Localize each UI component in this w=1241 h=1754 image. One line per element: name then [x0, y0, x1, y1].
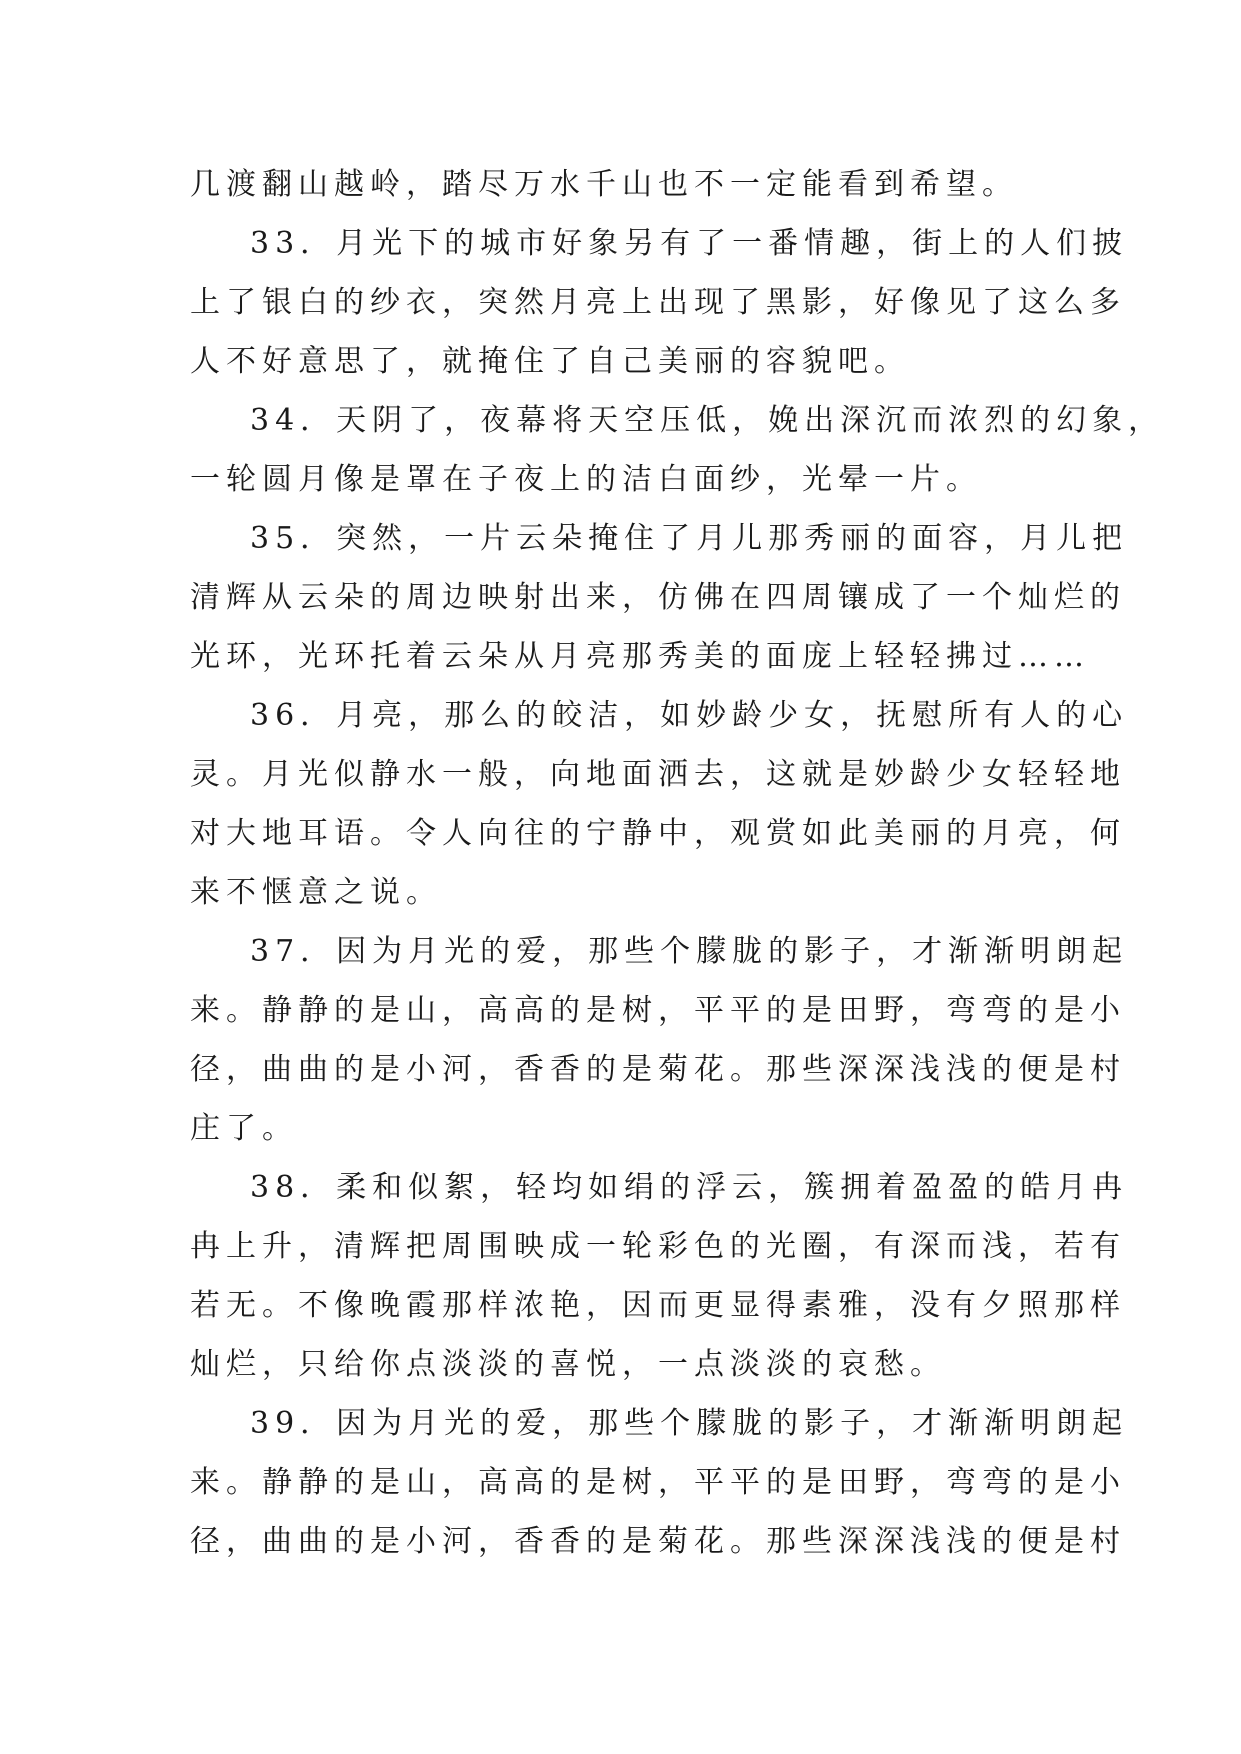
text-line: 来。静静的是山，高高的是树，平平的是田野，弯弯的是小: [190, 993, 1126, 1028]
text-line: 径，曲曲的是小河，香香的是菊花。那些深深浅浅的便是村: [190, 1524, 1126, 1559]
text-line: 清辉从云朵的周边映射出来，仿佛在四周镶成了一个灿烂的: [190, 580, 1126, 615]
text-line: 来。静静的是山，高高的是树，平平的是田野，弯弯的是小: [190, 1465, 1126, 1500]
text-line: 光环，光环托着云朵从月亮那秀美的面庞上轻轻拂过……: [190, 639, 1090, 674]
text-line: 几渡翻山越岭，踏尽万水千山也不一定能看到希望。: [190, 167, 1018, 202]
text-line: 33．月光下的城市好象另有了一番情趣，街上的人们披: [250, 226, 1129, 261]
text-line: 上了银白的纱衣，突然月亮上出现了黑影，好像见了这么多: [190, 285, 1126, 320]
text-line: 36．月亮，那么的皎洁，如妙龄少女，抚慰所有人的心: [250, 698, 1129, 733]
text-line: 人不好意思了，就掩住了自己美丽的容貌吧。: [190, 344, 910, 379]
text-line: 一轮圆月像是罩在子夜上的洁白面纱，光晕一片。: [190, 462, 982, 497]
text-line: 37．因为月光的爱，那些个朦胧的影子，才渐渐明朗起: [250, 934, 1129, 969]
text-line: 对大地耳语。令人向往的宁静中，观赏如此美丽的月亮，何: [190, 816, 1126, 851]
text-line: 径，曲曲的是小河，香香的是菊花。那些深深浅浅的便是村: [190, 1052, 1126, 1087]
text-line: 38．柔和似絮，轻均如绢的浮云，簇拥着盈盈的皓月冉: [250, 1170, 1129, 1205]
text-line: 35．突然，一片云朵掩住了月儿那秀丽的面容，月儿把: [250, 521, 1129, 556]
text-line: 冉上升，清辉把周围映成一轮彩色的光圈，有深而浅，若有: [190, 1229, 1126, 1264]
text-line: 庄了。: [190, 1111, 298, 1146]
document-body: [190, 155, 1165, 1571]
text-line: 灵。月光似静水一般，向地面洒去，这就是妙龄少女轻轻地: [190, 757, 1126, 792]
text-line: 34．天阴了，夜幕将天空压低，娩出深沉而浓烈的幻象，: [250, 403, 1165, 438]
text-line: 39．因为月光的爱，那些个朦胧的影子，才渐渐明朗起: [250, 1406, 1129, 1441]
text-line: 来不惬意之说。: [190, 875, 442, 910]
text-line: 若无。不像晚霞那样浓艳，因而更显得素雅，没有夕照那样: [190, 1288, 1126, 1323]
text-line: 灿烂，只给你点淡淡的喜悦，一点淡淡的哀愁。: [190, 1347, 946, 1382]
